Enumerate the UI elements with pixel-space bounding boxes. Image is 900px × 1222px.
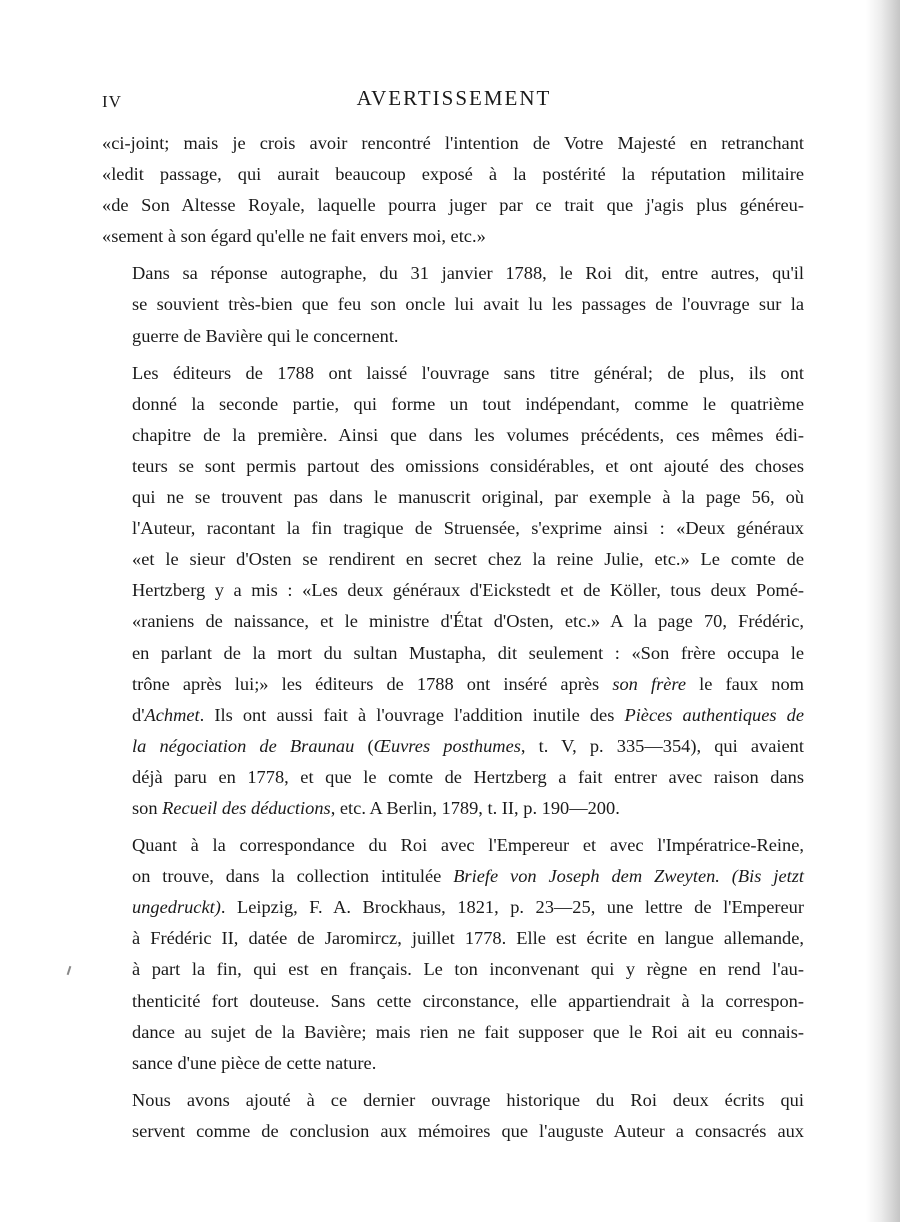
- text-line: servent comme de conclusion aux mémoires que l'auguste Auteur a consacrés aux: [132, 1120, 804, 1141]
- text-run: , t. V, p. 335—354), qui avaient: [520, 735, 804, 756]
- paragraph-1: [102, 128, 804, 252]
- paragraph-5: [102, 1085, 804, 1147]
- text-line: en parlant de la mort du sultan Mustapha, dit seulement : «Son frère occupa le: [132, 642, 804, 663]
- text-run: (: [354, 735, 374, 756]
- body-text: [102, 128, 804, 1147]
- italic-text: Pièces authentiques de: [624, 704, 804, 725]
- text-line: Les éditeurs de 1788 ont laissé l'ouvrage sans titre général; de plus, ils ont: [132, 362, 804, 383]
- text-line: se souvient très-bien que feu son oncle lui avait lu les passages de l'ouvrage sur la: [132, 294, 804, 315]
- italic-text: Briefe von Joseph dem Zweyten. (Bis jetzt: [453, 866, 804, 887]
- text-run: . Leipzig, F. A. Brockhaus, 1821, p. 23—25, une lettre de l'Empereur: [220, 897, 804, 918]
- text-run: d': [132, 704, 145, 725]
- text-line: «ci-joint; mais je crois avoir rencontré l'intention de Votre Majesté en retranchant: [102, 133, 804, 153]
- text-line: qui ne se trouvent pas dans le manuscrit original, par exemple à la page 56, où: [132, 487, 804, 508]
- paragraph-3: [102, 358, 804, 824]
- text-line: Dans sa réponse autographe, du 31 janvier 1788, le Roi dit, entre autres, qu'il: [132, 263, 804, 284]
- text-line: Hertzberg y a mis : «Les deux généraux d'Eickstedt et de Köller, tous deux Pomé-: [132, 580, 804, 601]
- text-line: sance d'une pièce de cette nature.: [132, 1052, 377, 1073]
- text-line: [102, 669, 804, 700]
- page-header: [102, 86, 806, 116]
- text-line: «sement à son égard qu'elle ne fait envers moi, etc.»: [102, 226, 486, 247]
- text-line: [102, 731, 804, 762]
- paragraph-2: [102, 258, 804, 351]
- page-edge-shadow: [866, 0, 900, 1222]
- italic-text: Œuvres posthumes: [373, 735, 521, 756]
- text-run: son: [132, 797, 163, 818]
- text-line: l'Auteur, racontant la fin tragique de Struensée, s'exprime ainsi : «Deux généraux: [132, 518, 804, 539]
- text-run: . Ils ont aussi fait à l'ouvrage l'addition inutile des: [199, 704, 625, 725]
- text-run: trône après lui;» les éditeurs de 1788 ont inséré après: [132, 673, 613, 694]
- text-line: Quant à la correspondance du Roi avec l'Empereur et avec l'Impératrice-Reine,: [132, 835, 804, 856]
- text-line: «et le sieur d'Osten se rendirent en secret chez la reine Julie, etc.» Le comte de: [132, 549, 804, 570]
- text-run: le faux nom: [686, 673, 804, 694]
- italic-text: son frère: [612, 673, 687, 694]
- running-title: AVERTISSEMENT: [356, 86, 552, 110]
- text-line: [102, 793, 804, 824]
- text-line: «ledit passage, qui aurait beaucoup exposé à la postérité la réputation militaire: [102, 164, 804, 185]
- text-line: [102, 700, 804, 731]
- text-line: [102, 892, 804, 923]
- text-line: dance au sujet de la Bavière; mais rien ne fait supposer que le Roi ait eu connais-: [132, 1021, 804, 1042]
- text-line: «de Son Altesse Royale, laquelle pourra juger par ce trait que j'agis plus généreu-: [102, 195, 804, 216]
- text-line: thenticité fort douteuse. Sans cette circonstance, elle appartiendrait à la correspon-: [132, 990, 804, 1011]
- text-line: «raniens de naissance, et le ministre d'État d'Osten, etc.» A la page 70, Frédéric,: [132, 611, 804, 632]
- stray-ink-mark: [67, 966, 72, 975]
- text-line: [102, 861, 804, 892]
- page-number: IV: [102, 92, 122, 111]
- italic-text: Achmet: [144, 704, 200, 725]
- text-line: guerre de Bavière qui le concernent.: [132, 325, 399, 346]
- italic-text: ungedruckt): [132, 897, 221, 918]
- text-line: teurs se sont permis partout des omissions considérables, et ont ajouté des choses: [132, 455, 804, 476]
- paragraph-4: [102, 830, 804, 1079]
- text-line: à Frédéric II, datée de Jaromircz, juillet 1778. Elle est écrite en langue allemande,: [132, 928, 804, 949]
- text-run: on trouve, dans la collection intitulée: [132, 866, 454, 887]
- text-line: donné la seconde partie, qui forme un tout indépendant, comme le quatrième: [132, 393, 804, 414]
- text-line: chapitre de la première. Ainsi que dans les volumes précédents, ces mêmes édi-: [132, 424, 804, 445]
- text-line: déjà paru en 1778, et que le comte de Hertzberg a fait entrer avec raison dans: [132, 766, 804, 787]
- text-run: , etc. A Berlin, 1789, t. II, p. 190—200.: [330, 797, 620, 818]
- italic-text: Recueil des déductions: [162, 797, 331, 818]
- text-line: à part la fin, qui est en français. Le ton inconvenant qui y règne en rend l'au-: [132, 959, 804, 980]
- italic-text: la négociation de Braunau: [132, 735, 355, 756]
- text-line: Nous avons ajouté à ce dernier ouvrage historique du Roi deux écrits qui: [132, 1089, 804, 1110]
